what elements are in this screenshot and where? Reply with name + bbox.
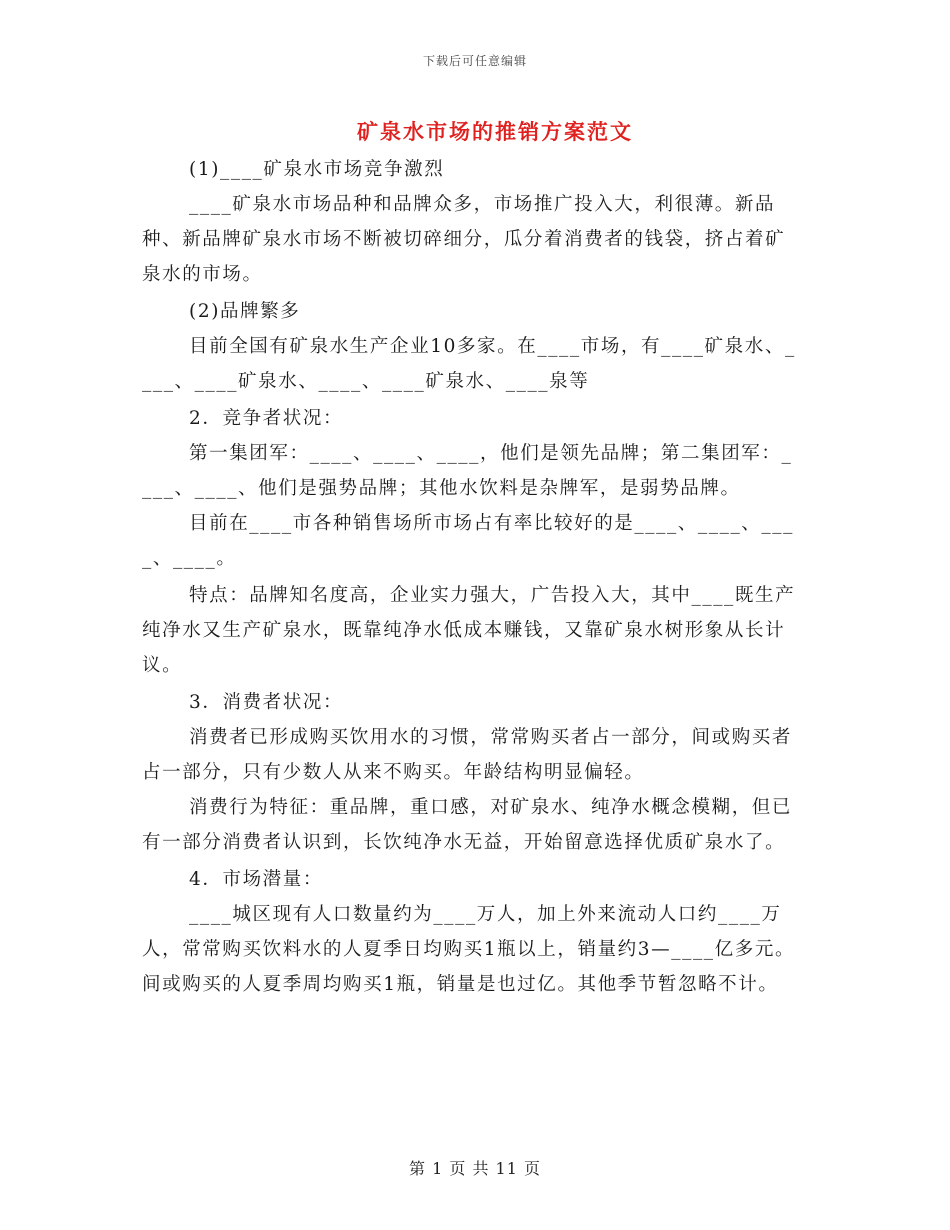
paragraph: 目前全国有矿泉水生产企业10多家。在____市场，有____矿泉水、____、____矿泉水、____、____矿泉水、____泉等 xyxy=(142,336,796,392)
page-number: 第 1 页 共 11 页 xyxy=(409,1159,541,1178)
document-body xyxy=(142,152,802,1002)
paragraph: 消费者已形成购买饮用水的习惯，常常购买者占一部分，间或购买者占一部分，只有少数人从来不购买。年龄结构明显偏轻。 xyxy=(142,727,793,783)
paragraph: 第一集团军：____、____、____，他们是领先品牌；第二集团军：____、____、他们是强势品牌；其他水饮料是杂牌军，是弱势品牌。 xyxy=(142,443,793,499)
section-heading-competitors: 2．竞争者状况： xyxy=(189,408,344,429)
section-heading-market-potential: 4．市场潜量： xyxy=(189,869,323,890)
section-heading-consumers: 3．消费者状况： xyxy=(189,692,344,713)
paragraph: ____矿泉水市场品种和品牌众多，市场推广投入大，利很薄。新品种、新品牌矿泉水市场不断被切碎细分，瓜分着消费者的钱袋，挤占着矿泉水的市场。 xyxy=(142,194,786,285)
document-title: 矿泉水市场的推销方案范文 xyxy=(357,119,633,144)
paragraph: ____城区现有人口数量约为____万人，加上外来流动人口约____万人，常常购买饮料水的人夏季日均购买1瓶以上，销量约3—____亿多元。间或购买的人夏季周均购买1瓶，销量是也过亿。其他季节暂忽略不计。 xyxy=(142,904,796,995)
paragraph: 特点：品牌知名度高，企业实力强大，广告投入大，其中____既生产纯净水又生产矿泉水，既靠纯净水低成本赚钱，又靠矿泉水树形象从长计议。 xyxy=(142,585,796,676)
paragraph-2-heading: (2)品牌繁多 xyxy=(189,301,301,322)
paragraph: 消费行为特征：重品牌，重口感，对矿泉水、纯净水概念模糊，但已有一部分消费者认识到，长饮纯净水无益，开始留意选择优质矿泉水了。 xyxy=(142,797,793,853)
paragraph-1-heading: (1)____矿泉水市场竞争激烈 xyxy=(189,159,445,180)
paragraph: 目前在____市各种销售场所市场占有率比较好的是____、____、____、____。 xyxy=(142,513,794,569)
header-note: 下载后可任意编辑 xyxy=(422,54,527,68)
